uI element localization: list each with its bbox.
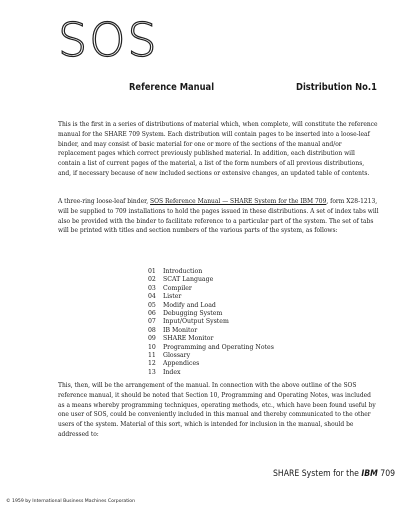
- intro-paragraph: This is the first in a series of distributions of material which, when complete, will constitute the reference manual for the SHARE 709 System. Each distribution will contain pages to be inserted into a loose-leaf binder, and may consist of basic material for one or more of the sections of the manual and/or replacement pages which correct previously published material. In addition, each distribution will contain a list of current pages of the material, a list of the form numbers of all previous distributions, and, if necessary because of new included sections or extensive changes, an updated table of contents.: [58, 120, 378, 177]
- copyright-notice: © 1959 by International Business Machines Corporation: [6, 499, 136, 504]
- section-title: SHARE Monitor: [163, 335, 214, 343]
- section-item: [148, 360, 274, 368]
- section-item: [148, 302, 274, 310]
- section-item: [148, 293, 274, 301]
- section-title: Appendices: [163, 360, 200, 368]
- section-number: 01: [148, 268, 156, 275]
- section-item: [148, 310, 274, 318]
- footer-system-text: SHARE System for the: [273, 469, 362, 479]
- section-list: [148, 268, 274, 377]
- section-number: 07: [148, 318, 156, 326]
- section-item: [148, 344, 274, 352]
- section-title: Introduction: [163, 268, 203, 275]
- section-item: [148, 268, 274, 276]
- section-title: Input/Output System: [163, 318, 229, 326]
- section-number: 11: [148, 352, 156, 360]
- section-number: 09: [148, 335, 156, 343]
- section-title: Debugging System: [163, 310, 223, 318]
- sos-logo: [58, 14, 168, 60]
- section-item: [148, 327, 274, 335]
- section-title: SCAT Language: [163, 276, 214, 284]
- ibm-logotype: IBM: [361, 469, 378, 479]
- footer-model: 709: [377, 469, 396, 479]
- section-title: Glossary: [163, 352, 191, 360]
- section-number: 04: [148, 293, 156, 301]
- section-number: 05: [148, 301, 156, 309]
- section-number: 13: [148, 368, 156, 376]
- section-number: 08: [148, 326, 156, 334]
- section-item: [148, 285, 274, 293]
- section-title: Index: [163, 368, 181, 376]
- section-title: Programming and Operating Notes: [163, 343, 274, 351]
- sos-logo-text: SOS: [58, 14, 159, 60]
- binder-paragraph-start: A three-ring loose-leaf binder,: [58, 197, 151, 205]
- section-number: 03: [148, 284, 156, 292]
- section-title: Lister: [163, 293, 182, 301]
- section-item: [148, 276, 274, 284]
- binder-title-underlined: SOS Reference Manual — SHARE System for the IBM 709: [150, 197, 327, 205]
- section-number: 02: [148, 276, 156, 284]
- section-title: IB Monitor: [163, 326, 198, 334]
- binder-paragraph-end: , form X28-1213, will be supplied to 709 installations to hold the pages issued in these distributions. A set of index tabs will also be provided with the binder to facilitate reference to a particular part of the system. The set of tabs will be printed with titles and section numbers of the various parts of the system, as follows:: [58, 197, 379, 235]
- section-number: 06: [148, 310, 156, 318]
- document-title: Reference Manual: [129, 82, 215, 93]
- section-number: 12: [148, 360, 156, 368]
- section-item: [148, 352, 274, 360]
- section-item: [148, 369, 274, 377]
- section-item: [148, 318, 274, 326]
- section-title: Compiler: [163, 284, 192, 292]
- arrangement-paragraph: This, then, will be the arrangement of the manual. In connection with the above outline of the SOS reference manual, it should be noted that Section 10, Programming and Operating Notes, was included as a means whereby programming techniques, operating methods, etc., which have been found useful by one user of SOS, could be conveniently included in this manual and thereby communicated to the other users of the system. Material of this sort, which is intended for inclusion in the manual, should be addressed to:: [58, 381, 376, 438]
- section-number: 10: [148, 343, 156, 351]
- section-item: [148, 335, 274, 343]
- system-footer: [273, 469, 395, 479]
- binder-paragraph: [58, 197, 379, 236]
- section-title: Modify and Load: [163, 301, 216, 309]
- distribution-number: Distribution No.1: [296, 82, 377, 93]
